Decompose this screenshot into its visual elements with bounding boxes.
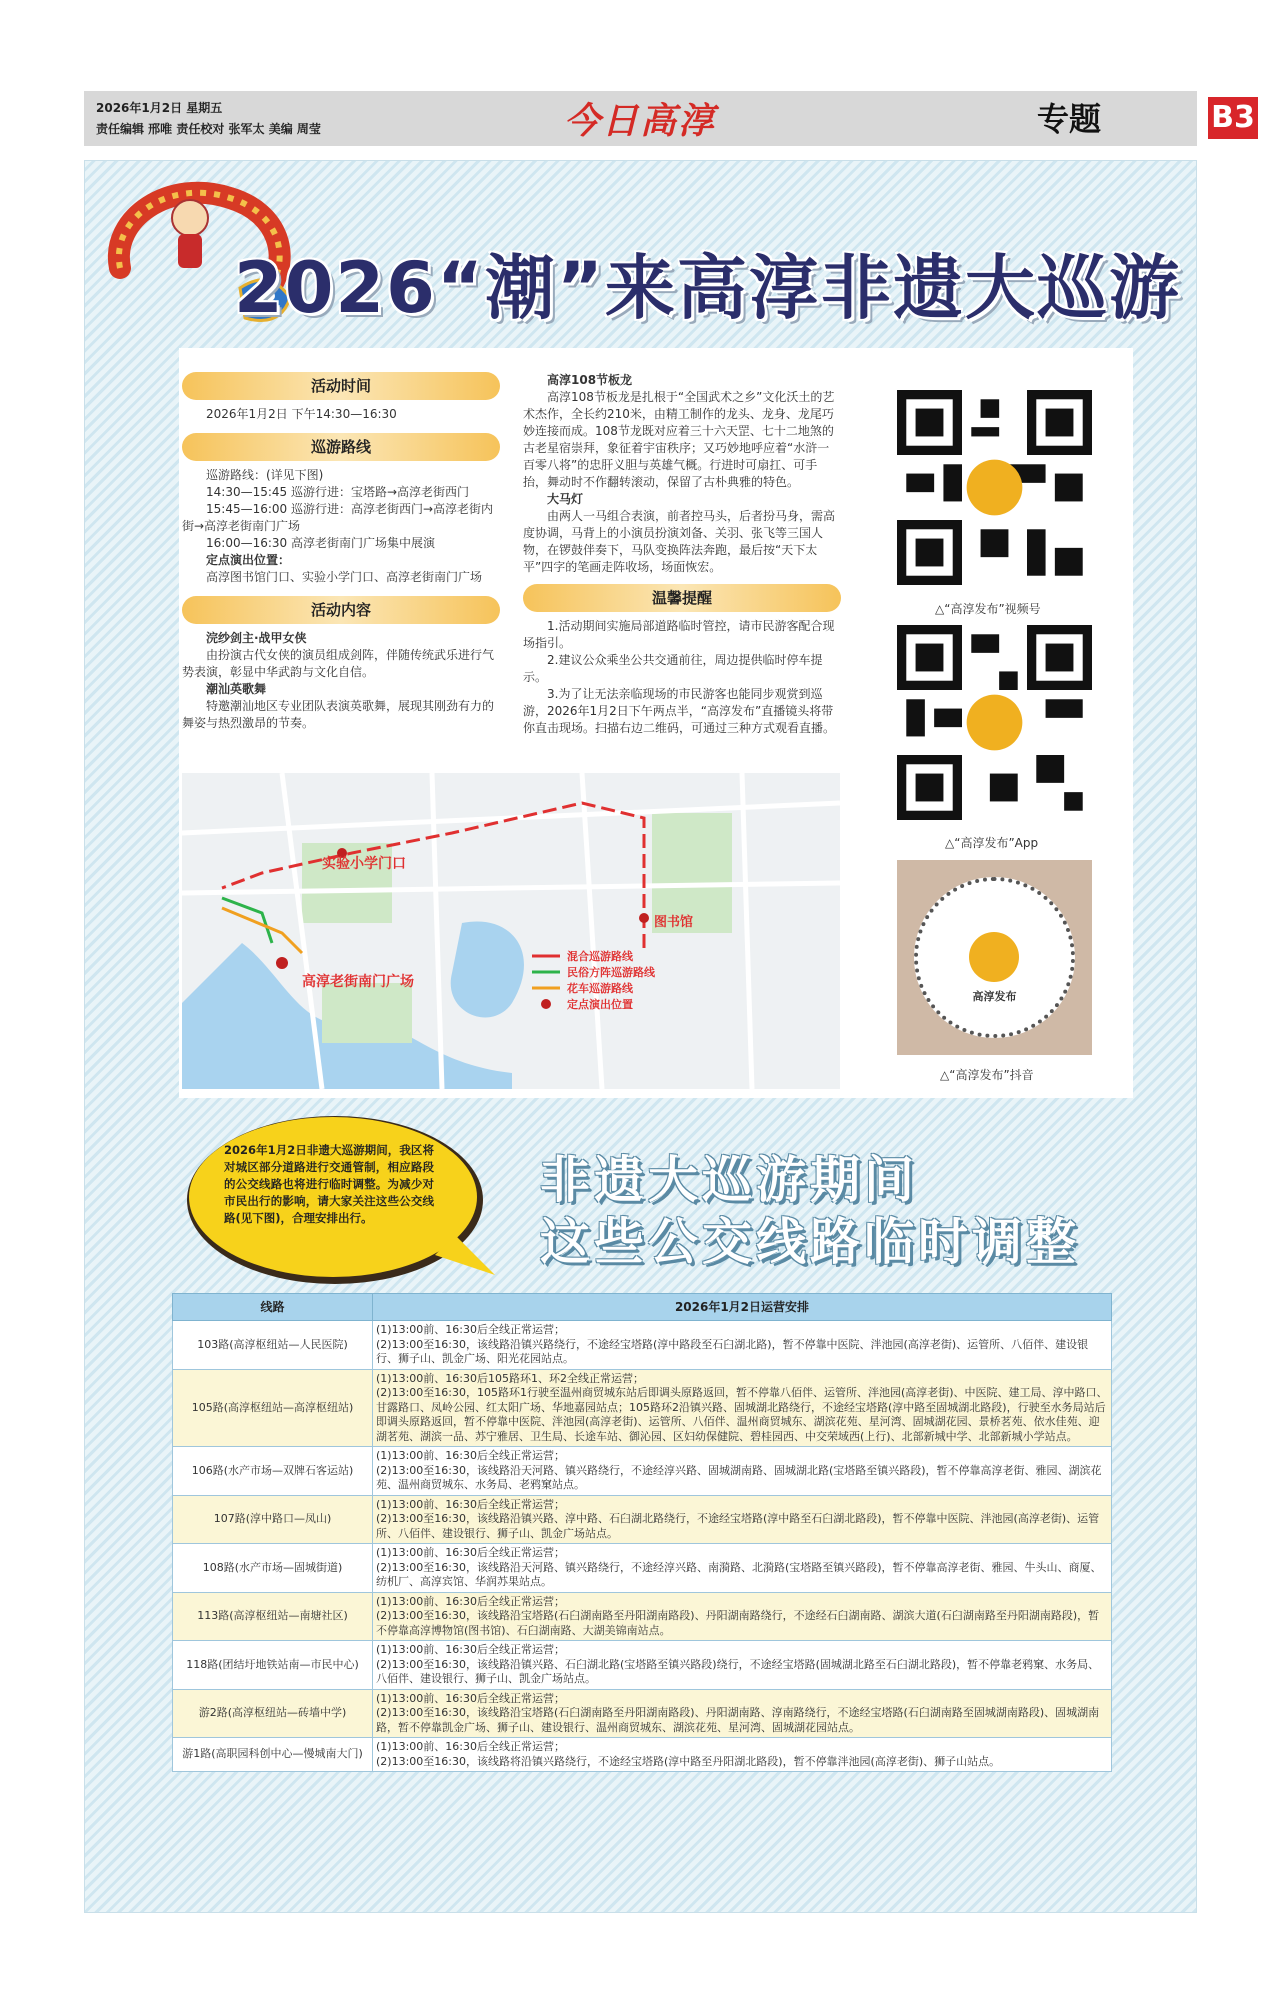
table-row: [173, 1544, 1112, 1593]
tip-item: 3.为了让无法亲临现场的市民游客也能同步观赏到巡游，2026年1月2日下午两点半，“高淳发布”直播镜头将带你直击现场。扫描右边二维码，可通过三种方式观看直播。: [523, 687, 836, 735]
legend-folk: 民俗方阵巡游路线: [567, 966, 655, 979]
route-heading: 巡游路线: [182, 433, 500, 461]
legend-float: 花车巡游路线: [567, 982, 633, 995]
map-label-library: 图书馆: [654, 915, 694, 930]
bus-section-title-1: 非遗大巡游期间: [540, 1151, 918, 1209]
route-cell: 107路(淳中路口—凤山): [173, 1495, 373, 1544]
map-legend: [567, 949, 655, 1013]
table-header-row: [173, 1294, 1112, 1321]
tips-heading: 温馨提醒: [523, 584, 841, 612]
dragon-text: 高淳108节板龙是扎根于“全国武术之乡”文化沃土的艺术杰作，全长约210米，由精工制作的龙头、龙身、龙尾巧妙连接而成。108节龙既对应着三十六天罡、七十二地煞的古老星宿崇拜，象征着宇宙秩序；又巧妙地呼应着“水浒一百零八将”的忠肝义胆与英雄气概。行进时可扇扛、可手抬，舞动时不作翻转滚动，保留了古朴典雅的特色。: [523, 390, 835, 489]
page-number-badge: B3: [1208, 97, 1258, 139]
program-title: 浣纱剑主·战甲女侠: [206, 631, 307, 645]
table-row: [173, 1369, 1112, 1447]
table-row: [173, 1495, 1112, 1544]
issue-date: 2026年1月2日 星期五: [96, 101, 223, 115]
table-row: [173, 1689, 1112, 1738]
page-header: [84, 91, 1255, 146]
legend-mixed: 混合巡游路线: [567, 950, 633, 963]
route-line: 16:00—16:30 高淳老街南门广场集中展演: [206, 536, 435, 550]
program-title: 潮汕英歌舞: [206, 682, 267, 696]
dragon-title: 高淳108节板龙: [547, 373, 633, 387]
tip-item: 2.建议公众乘坐公共交通前往，周边提供临时停车提示。: [523, 653, 823, 684]
qr-code-douyin[interactable]: [897, 860, 1092, 1055]
table-body: [173, 1321, 1112, 1772]
plan-cell: (1)13:00前、16:30后全线正常运营； (2)13:00至16:30，该线路沿镇兴路、石臼湖北路(宝塔路至镇兴路段)绕行，不途经宝塔路(固城湖北路至石臼湖北路段)，暂不停靠老鸦窠、水务局、八佰伴、建设银行、狮子山、凯金广场站点。: [373, 1641, 1112, 1690]
fixed-show-label: 定点演出位置：: [206, 553, 291, 567]
route-cell: 游1路(高职园科创中心—慢城南大门): [173, 1738, 373, 1772]
table-row: [173, 1592, 1112, 1641]
route-line: 14:30—15:45 巡游行进：宝塔路→高淳老街西门: [206, 485, 470, 499]
plan-cell: (1)13:00前、16:30后105路环1、环2全线正常运营； (2)13:00至16:30，105路环1行驶至温州商贸城东站后即调头原路返回，暂不停靠八佰伴、运管所、泮池园(高淳老街)、中医院、建工局、淳中路口、甘露路口、凤岭公园、红太阳广场、华地嘉园站点；105路环2沿镇兴路、固城湖北路绕行，不途经宝塔路(淳中路至固城湖北路段)，行驶至水务局站后即调头原路返回，暂不停靠中医院、泮池园(高淳老街)、运管所、八佰伴、温州商贸城东、湖滨花苑、星河湾、固城湖花园、景桥茗苑、依水佳苑、迎湖茗苑、湖滨一品、苏宁雅居、卫生局、长途车站、御沁园、区妇幼保健院、碧桂园西、中交荣域西(上行)、北部新城中学、北部新城小学站点。: [373, 1369, 1112, 1447]
table-row: [173, 1738, 1112, 1772]
horse-text: 由两人一马组合表演，前者控马头，后者扮马身，需高度协调，马背上的小演员扮演刘备、关羽、张飞等三国人物，在锣鼓伴奏下，马队变换阵法奔跑，最后按“天下太平”四字的笔画走阵收场，场面恢宏。: [523, 509, 836, 574]
plan-cell: (1)13:00前、16:30后全线正常运营； (2)13:00至16:30，该线路沿镇兴路绕行，不途经宝塔路(淳中路段至石臼湖北路)，暂不停靠中医院、泮池园(高淳老街)、运管所、八佰伴、建设银行、狮子山、凯金广场、阳光花园站点。: [373, 1321, 1112, 1370]
poster-title: 2026“潮”来高淳非遗大巡游: [234, 247, 1181, 329]
plan-cell: (1)13:00前、16:30后全线正常运营； (2)13:00至16:30，该线路沿天河路、镇兴路绕行，不途经淳兴路、南漪路、北漪路(宝塔路至镇兴路段)，暂不停靠高淳老街、雅园、牛头山、商厦、纺机厂、高淳宾馆、华润苏果站点。: [373, 1544, 1112, 1593]
map-label-square: 高淳老街南门广场: [302, 974, 414, 990]
horse-title: 大马灯: [547, 492, 584, 506]
content-heading: 活动内容: [182, 596, 500, 624]
route-cell: 103路(高淳枢纽站—人民医院): [173, 1321, 373, 1370]
editor-credits: 责任编辑 邢唯 责任校对 张军太 美编 周莹: [96, 122, 321, 136]
route-cell: 113路(高淳枢纽站—南塘社区): [173, 1592, 373, 1641]
column-header-plan: 2026年1月2日运营安排: [373, 1294, 1112, 1321]
qr-code-app[interactable]: [897, 625, 1092, 820]
plan-cell: (1)13:00前、16:30后全线正常运营； (2)13:00至16:30，该线路沿宝塔路(石臼湖南路至丹阳湖南路段)、丹阳湖南路绕行，不途经石臼湖南路、湖滨大道(石臼湖南路至丹阳湖南路段)，暂不停靠高淳博物馆(图书馆)、石臼湖南路、大湖美锦南站点。: [373, 1592, 1112, 1641]
route-cell: 108路(水产市场—固城街道): [173, 1544, 373, 1593]
program-text: 特邀潮汕地区专业团队表演英歌舞，展现其刚劲有力的舞姿与热烈激昂的节奏。: [182, 699, 495, 730]
route-cell: 105路(高淳枢纽站—高淳枢纽站): [173, 1369, 373, 1447]
plan-cell: (1)13:00前、16:30后全线正常运营； (2)13:00至16:30，该线路将沿镇兴路绕行，不途经宝塔路(淳中路至丹阳湖北路段)，暂不停靠泮池园(高淳老街)、狮子山站点。: [373, 1738, 1112, 1772]
qr-code-icon: [897, 625, 1092, 820]
middle-column: [523, 372, 841, 737]
newspaper-logo: 今日高淳: [564, 100, 717, 142]
bus-section-title-2: 这些公交线路临时调整: [540, 1213, 1080, 1271]
table-row: [173, 1447, 1112, 1496]
program-text: 由扮演古代女侠的演员组成剑阵，伴随传统武乐进行气势表演，彰显中华武韵与文化自信。: [182, 648, 495, 679]
bus-notice-text: 2026年1月2日非遗大巡游期间，我区将对城区部分道路进行交通管制，相应路段的公交线路也将进行临时调整。为减少对市民出行的影响，请大家关注这些公交线路(见下图)，合理安排出行。: [224, 1143, 434, 1225]
route-cell: 106路(水产市场—双牌石客运站): [173, 1447, 373, 1496]
left-column: [182, 372, 500, 732]
plan-cell: (1)13:00前、16:30后全线正常运营； (2)13:00至16:30，该线路沿宝塔路(石臼湖南路至丹阳湖南路段)、丹阳湖南路、淳南路绕行，不途经宝塔路(石臼湖南路至固城湖南路段)、固城湖南路，暂不停靠凯金广场、狮子山、建设银行、温州商贸城东、湖滨花苑、星河湾、固城湖花园站点。: [373, 1689, 1112, 1738]
bus-adjustment-table: [172, 1293, 1112, 1772]
route-map-graphic: [182, 773, 840, 1089]
qr-caption-douyin: △“高淳发布”抖音: [940, 1068, 1034, 1082]
table-row: [173, 1321, 1112, 1370]
route-map: [182, 773, 840, 1089]
qr-code-icon: [897, 390, 1092, 585]
fixed-show-text: 高淳图书馆门口、实验小学门口、高淳老街南门广场: [206, 570, 483, 584]
time-heading: 活动时间: [182, 372, 500, 400]
qr-code-video[interactable]: [897, 390, 1092, 585]
time-text: 2026年1月2日 下午14:30—16:30: [206, 407, 397, 421]
column-header-route: 线路: [173, 1294, 373, 1321]
qr-caption-video: △“高淳发布”视频号: [935, 602, 1041, 616]
table-row: [173, 1641, 1112, 1690]
route-line: 15:45—16:00 巡游行进：高淳老街西门→高淳老街内街→高淳老街南门广场: [182, 502, 494, 533]
section-name: 专题: [1037, 100, 1102, 138]
qr-caption-app: △“高淳发布”App: [945, 836, 1039, 850]
plan-cell: (1)13:00前、16:30后全线正常运营； (2)13:00至16:30，该线路沿天河路、镇兴路绕行，不途经淳兴路、固城湖南路、固城湖北路(宝塔路至镇兴路段)，暂不停靠高淳老街、雅园、湖滨花苑、温州商贸城东、水务局、老鸦窠站点。: [373, 1447, 1112, 1496]
map-label-school: 实验小学门口: [322, 856, 406, 872]
legend-point: 定点演出位置: [567, 998, 633, 1011]
route-line: 巡游路线：(详见下图): [206, 468, 324, 482]
gaochun-logo-icon: [969, 932, 1019, 982]
route-cell: 游2路(高淳枢纽站—砖墙中学): [173, 1689, 373, 1738]
plan-cell: (1)13:00前、16:30后全线正常运营； (2)13:00至16:30，该线路沿镇兴路、淳中路、石臼湖北路绕行，不途经宝塔路(淳中路至石臼湖北路段)，暂不停靠中医院、泮池园(高淳老街)、运管所、八佰伴、建设银行、狮子山、凯金广场站点。: [373, 1495, 1112, 1544]
tip-item: 1.活动期间实施局部道路临时管控，请市民游客配合现场指引。: [523, 619, 835, 650]
route-cell: 118路(团结圩地铁站南—市民中心): [173, 1641, 373, 1690]
qr-center-label: 高淳发布: [972, 990, 1017, 1003]
